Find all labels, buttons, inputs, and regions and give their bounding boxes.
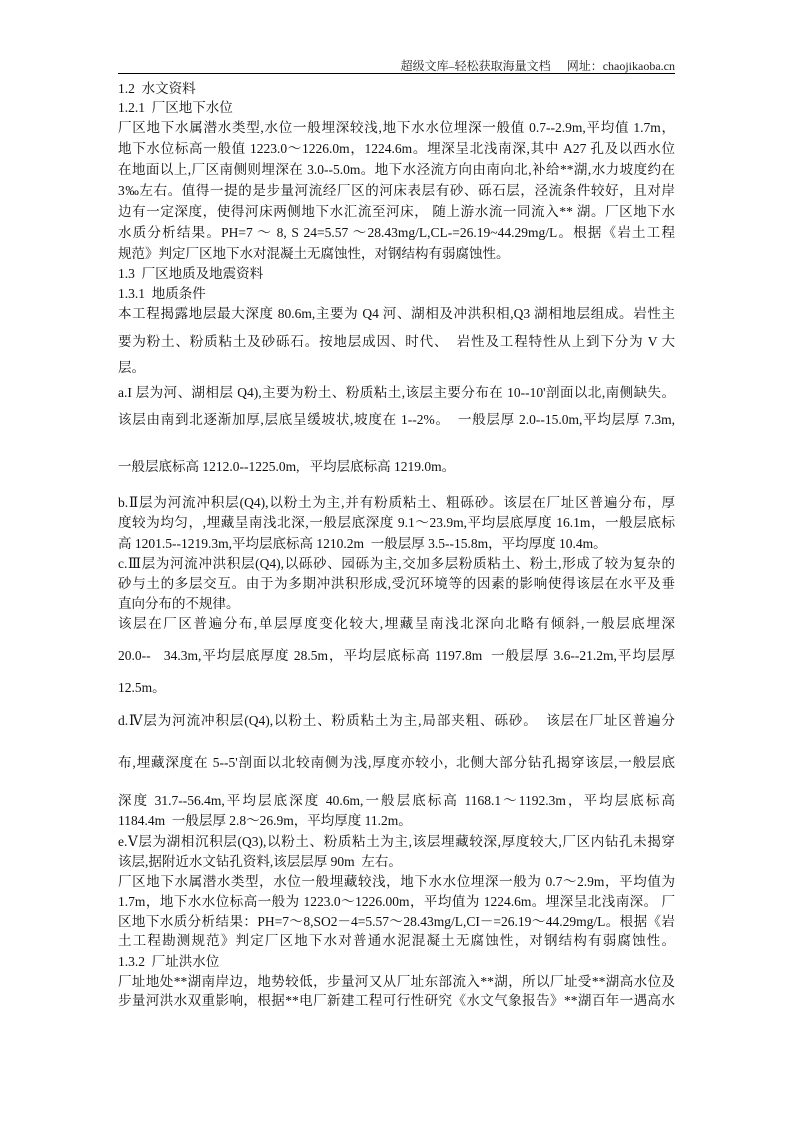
- text-line: 在地面以上,厂区南侧则埋深在 3.0--5.0m。地下水泾流方向由南向北,补给**湖,水力坡度约在: [118, 162, 675, 177]
- section-heading: 1.3 厂区地质及地震资料: [118, 266, 264, 281]
- text-line: d.Ⅳ层为河流冲积层(Q4),以粉土、粉质粘土为主,局部夹粗、砾砂。 该层在厂址区普遍分: [118, 713, 675, 728]
- text-line: c.Ⅲ层为河流冲洪积层(Q4),以砾砂、园砾为主,交加多层粉质粘土、粉土,形成了较为复杂的: [118, 556, 675, 571]
- text-line: 厂区地下水属潜水类型，水位一般埋藏较浅，地下水水位埋深一般为 0.7～2.9m，平均值为: [118, 874, 675, 889]
- text-line: 层。: [118, 360, 145, 375]
- text-line: 高 1201.5--1219.3m,平均层底标高 1210.2m 一般层厚 3.5--15.8m，平均厚度 10.4m。: [118, 536, 607, 551]
- header-rule: [118, 73, 675, 74]
- text-line: 12.5m。: [118, 680, 166, 695]
- header-url: 网址：chaojikaoba.cn: [566, 59, 675, 73]
- text-line: 该层由南到北逐渐加厚,层底呈缓坡状,坡度在 1--2%。 一般层厚 2.0--15.0m,平均层厚 7.3m,: [118, 412, 675, 427]
- subsection-heading: 1.3.1 地质条件: [118, 286, 206, 301]
- text-line: 地下水位标高一般值 1223.0～1226.0m，1224.6m。埋深呈北浅南深,其中 A27 孔及以西水位: [118, 141, 675, 156]
- text-line: 3‰左右。值得一提的是步量河流经厂区的河床表层有砂、砾石层，泾流条件较好，且对岸: [118, 183, 675, 198]
- text-line: a.I 层为河、湖相层 Q4),主要为粉土、粉质粘土,该层主要分布在 10--10'剖面以北,南侧缺失。: [118, 385, 675, 400]
- text-line: 厂址地处**湖南岸边，地势较低，步量河又从厂址东部流入**湖，所以厂址受**湖高水位及: [118, 974, 675, 989]
- text-line: 该层,据附近水文钻孔资料,该层层厚 90m 左右。: [118, 854, 402, 869]
- text-line: 边有一定深度，使得河床两侧地下水汇流至河床， 随上游水流一同流入** 湖。厂区地下水: [118, 204, 675, 219]
- text-line: 一般层底标高 1212.0--1225.0m, 平均层底标高 1219.0m。: [118, 459, 456, 474]
- header-site-name: 超级文库–轻松获取海量文档: [400, 59, 551, 73]
- text-line: 20.0-- 34.3m,平均层底厚度 28.5m，平均层底标高 1197.8m 一般层厚 3.6--21.2m,平均层厚: [118, 648, 675, 663]
- text-line: 土工程勘测规范》判定厂区地下水对普通水泥混凝土无腐蚀性，对钢结构有弱腐蚀性。: [118, 933, 675, 948]
- text-line: 直向分布的不规律。: [118, 596, 240, 611]
- text-line: 规范》判定厂区地下水对混凝土无腐蚀性，对钢结构有弱腐蚀性。: [118, 246, 510, 261]
- text-line: 1184.4m 一般层厚 2.8～26.9m，平均厚度 11.2m。: [118, 813, 412, 828]
- text-line: e.Ⅴ层为湖相沉积层(Q3),以粉土、粉质粘土为主,该层埋藏较深,厚度较大,厂区内钻孔未揭穿: [118, 834, 675, 849]
- text-line: 厂区地下水属潜水类型,水位一般埋深较浅,地下水水位埋深一般值 0.7--2.9m,平均值 1.7m，: [118, 120, 675, 135]
- text-line: 砂与土的多层交互。由于为多期冲洪积形成,受沉环境等的因素的影响使得该层在水平及垂: [118, 576, 675, 591]
- text-line: 本工程揭露地层最大深度 80.6m,主要为 Q4 河、湖相及冲洪积相,Q3 湖相地层组成。岩性主: [118, 306, 675, 321]
- section-heading: 1.2 水文资料: [118, 81, 196, 96]
- text-line: 区地下水质分析结果：PH=7～8,SO2－4=5.57～28.43mg/L,CI－=26.19～44.29mg/L。根据《岩: [118, 914, 675, 929]
- subsection-heading: 1.2.1 厂区地下水位: [118, 100, 233, 115]
- text-line: 1.7m，地下水水位标高一般为 1223.0～1226.00m，平均值为 1224.6m。埋深呈北浅南深。 厂: [118, 894, 675, 909]
- page-header: [401, 57, 675, 74]
- text-line: b.Ⅱ层为河流冲积层(Q4),以粉土为主,并有粉质粘土、粗砾砂。该层在厂址区普遍分布，厚: [118, 495, 675, 510]
- text-line: 水质分析结果。PH=7 ～ 8, S 24=5.57 ～28.43mg/L,CL-=26.19~44.29mg/L。根据《岩土工程: [118, 225, 675, 240]
- text-line: 要为粉土、粉质粘土及砂砾石。按地层成因、时代、 岩性及工程特性从上到下分为 V 大: [118, 334, 675, 349]
- text-line: 布,埋藏深度在 5--5'剖面以北较南侧为浅,厚度亦较小, 北侧大部分钻孔揭穿该层,一般层底: [118, 755, 675, 770]
- text-line: 步量河洪水双重影响，根据**电厂新建工程可行性研究《水文气象报告》**湖百年一遇高水: [118, 993, 675, 1008]
- subsection-heading: 1.3.2 厂址洪水位: [118, 954, 220, 969]
- text-line: 该层在厂区普遍分布,单层厚度变化较大,埋藏呈南浅北深向北略有倾斜,一般层底埋深: [118, 616, 675, 631]
- text-line: 度较为均匀，,埋藏呈南浅北深,一般层底深度 9.1～23.9m,平均层底厚度 16.1m，一般层底标: [118, 515, 675, 530]
- text-line: 深度 31.7--56.4m,平均层底深度 40.6m,一般层底标高 1168.1～1192.3m，平均层底标高: [118, 793, 675, 808]
